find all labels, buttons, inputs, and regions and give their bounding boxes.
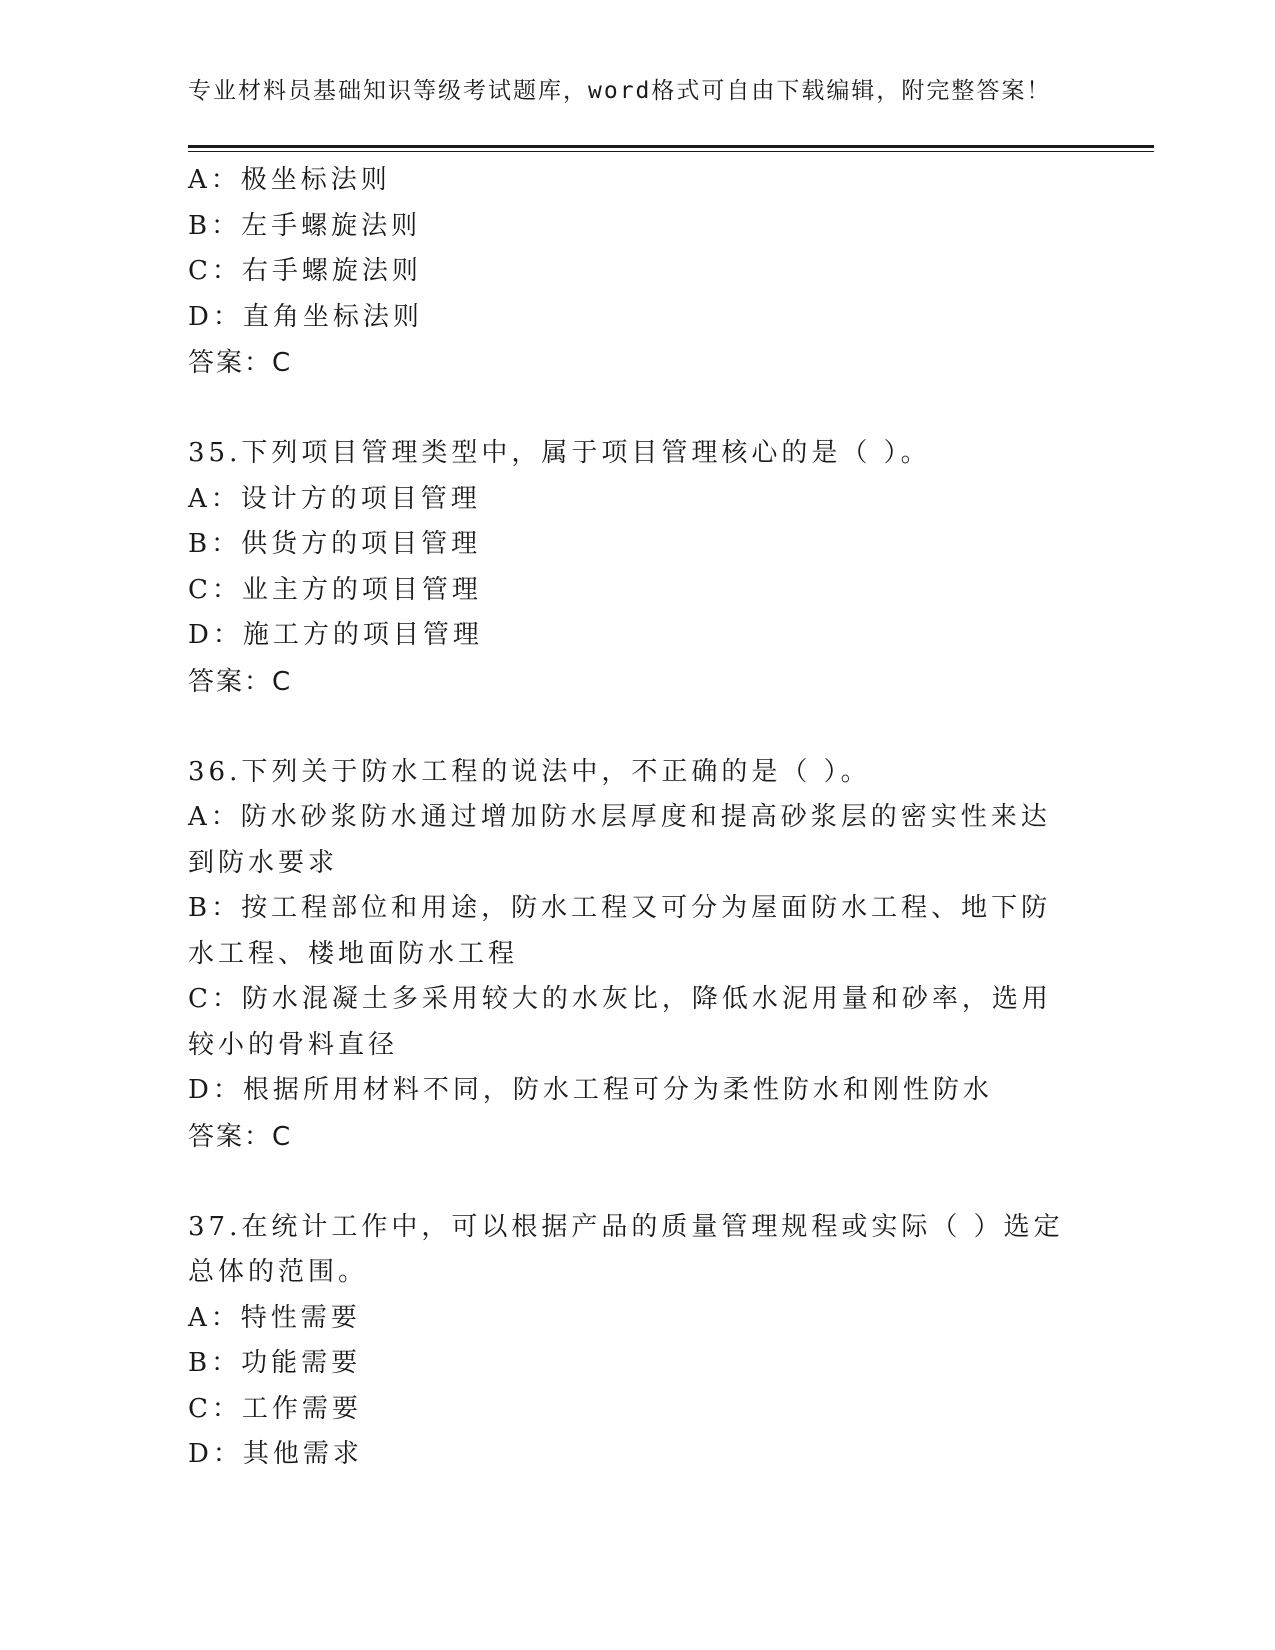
option-c: C：右手螺旋法则 bbox=[188, 256, 422, 286]
header-rule-thick bbox=[188, 145, 1154, 148]
option-d: D：根据所用材料不同，防水工程可分为柔性防水和刚性防水 bbox=[188, 1075, 993, 1105]
answer: 答案：C bbox=[188, 666, 293, 697]
header-rule-thin bbox=[188, 151, 1154, 152]
option-a: A：特性需要 bbox=[188, 1302, 361, 1333]
question-stem: 35.下列项目管理类型中，属于项目管理核心的是（ ）。 bbox=[188, 438, 931, 468]
option-b: B：按工程部位和用途，防水工程又可分为屋面防水工程、地下防水工程、楼地面防水工程 bbox=[188, 893, 1052, 969]
option-d: D：其他需求 bbox=[188, 1439, 363, 1469]
option-d: D：直角坐标法则 bbox=[188, 301, 423, 332]
option-a: A：极坐标法则 bbox=[188, 165, 391, 195]
option-b: B：供货方的项目管理 bbox=[188, 529, 482, 559]
question-36 bbox=[188, 750, 1078, 1160]
option-a: A：设计方的项目管理 bbox=[188, 483, 481, 514]
option-b: B：左手螺旋法则 bbox=[188, 210, 422, 241]
question-stem: 37.在统计工作中，可以根据产品的质量管理规程或实际（ ）选定总体的范围。 bbox=[188, 1211, 1064, 1287]
spacer bbox=[188, 386, 1078, 431]
spacer bbox=[188, 1160, 1078, 1205]
page-header: 专业材料员基础知识等级考试题库，word格式可自由下载编辑，附完整答案！ bbox=[188, 78, 1052, 104]
question-list bbox=[188, 158, 1078, 1478]
question-stem: 36.下列关于防水工程的说法中，不正确的是（ ）。 bbox=[188, 756, 871, 787]
option-c: C：业主方的项目管理 bbox=[188, 574, 482, 605]
option-d: D：施工方的项目管理 bbox=[188, 620, 483, 650]
option-b: B：功能需要 bbox=[188, 1348, 362, 1378]
option-a: A：防水砂浆防水通过增加防水层厚度和提高砂浆层的密实性来达到防水要求 bbox=[188, 802, 1051, 878]
question-37 bbox=[188, 1205, 1078, 1478]
answer: 答案：C bbox=[188, 348, 293, 378]
spacer bbox=[188, 705, 1078, 750]
question-35 bbox=[188, 431, 1078, 705]
answer: 答案：C bbox=[188, 1121, 293, 1152]
option-c: C：工作需要 bbox=[188, 1393, 362, 1424]
option-c: C：防水混凝土多采用较大的水灰比，降低水泥用量和砂率，选用较小的骨料直径 bbox=[188, 984, 1052, 1060]
question-34-continued bbox=[188, 158, 1078, 386]
